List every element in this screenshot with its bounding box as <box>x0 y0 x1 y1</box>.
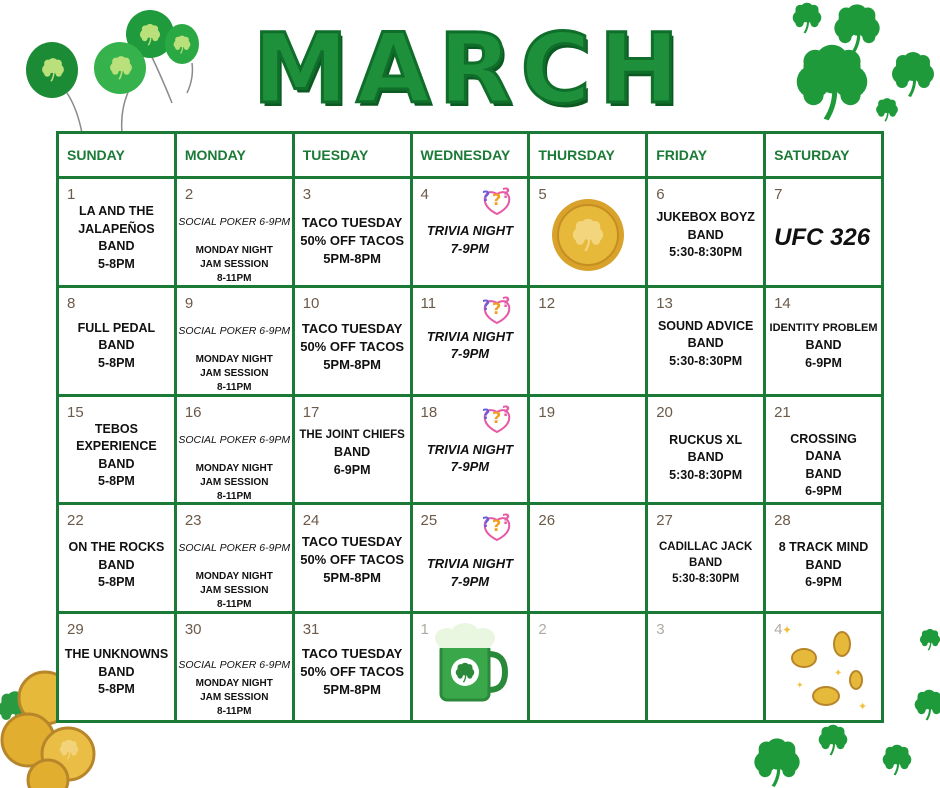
day-number: 28 <box>774 512 791 530</box>
green-beer-icon <box>433 622 509 704</box>
day-number: 3 <box>656 621 665 639</box>
day-number: 7 <box>774 186 783 203</box>
day-number: 12 <box>538 294 556 312</box>
day-cell[interactable] <box>765 613 883 722</box>
event-text: THE JOINT CHIEFS BAND 6-9PM <box>299 428 405 477</box>
day-cell[interactable] <box>529 178 647 287</box>
weekday-tuesday: TUESDAY <box>293 133 411 178</box>
svg-text:?: ? <box>502 294 511 311</box>
jam-event: MONDAY NIGHT JAM SESSION 8-11PM <box>195 678 273 718</box>
day-number: 15 <box>67 403 84 421</box>
question-bubble-icon <box>475 401 519 437</box>
day-cell[interactable] <box>293 395 411 504</box>
day-number: 1 <box>67 186 76 203</box>
svg-text:?: ? <box>492 298 502 318</box>
day-number: 29 <box>67 621 84 639</box>
event-text: TRIVIA NIGHT 7-9PM <box>426 556 514 589</box>
event-text: TEBOS EXPERIENCE BAND 5-8PM <box>76 421 157 489</box>
day-number: 4 <box>420 186 429 203</box>
svg-text:?: ? <box>482 406 491 423</box>
page-title: MARCH <box>252 13 688 125</box>
week-row <box>58 286 883 395</box>
day-cell[interactable] <box>529 395 647 504</box>
svg-text:?: ? <box>482 515 491 532</box>
day-number: 23 <box>184 512 202 530</box>
event-text: SOUND ADVICE BAND 5:30-8:30PM <box>657 318 754 368</box>
svg-text:✦: ✦ <box>796 681 804 692</box>
day-cell[interactable] <box>175 178 293 287</box>
week-row <box>58 504 883 613</box>
day-cell[interactable] <box>175 286 293 395</box>
event-text: FULL PEDAL BAND 5-8PM <box>77 320 156 370</box>
weekday-sunday: SUNDAY <box>58 133 176 178</box>
day-number: 25 <box>420 512 438 530</box>
day-number: 21 <box>774 403 791 421</box>
day-cell[interactable] <box>647 178 765 287</box>
day-cell[interactable] <box>647 504 765 613</box>
event-text: THE UNKNOWNS BAND 5-8PM <box>64 647 169 697</box>
event-text: IDENTITY PROBLEM BAND 6-9PM <box>769 321 878 370</box>
day-cell[interactable] <box>529 286 647 395</box>
event-text: CROSSING DANA BAND 6-9PM <box>790 431 857 499</box>
day-cell[interactable] <box>411 286 529 395</box>
gold-coin-icon <box>550 197 626 273</box>
weekday-monday: MONDAY <box>175 133 293 178</box>
week-row <box>58 178 883 287</box>
question-bubble-icon <box>475 509 519 545</box>
day-cell[interactable] <box>293 286 411 395</box>
svg-text:?: ? <box>492 407 502 427</box>
event-text: TRIVIA NIGHT 7-9PM <box>426 223 514 256</box>
day-cell[interactable] <box>175 613 293 722</box>
day-number: 2 <box>184 186 194 203</box>
day-cell[interactable] <box>411 613 529 722</box>
day-number: 10 <box>302 294 320 312</box>
event-text: JUKEBOX BOYZ BAND 5:30-8:30PM <box>656 210 755 259</box>
event-text: CADILLAC JACK BAND 5:30-8:30PM <box>659 541 753 586</box>
day-number: 16 <box>184 403 202 421</box>
week-row <box>58 395 883 504</box>
day-number: 4 <box>774 621 783 639</box>
shamrock-icon <box>750 720 940 788</box>
day-number: 1 <box>420 621 429 639</box>
event-text: TRIVIA NIGHT 7-9PM <box>426 441 514 475</box>
day-number: 11 <box>420 294 437 312</box>
day-number: 9 <box>184 294 194 312</box>
jam-event: MONDAY NIGHT JAM SESSION 8-11PM <box>195 571 273 611</box>
day-cell[interactable] <box>765 504 883 613</box>
day-cell[interactable] <box>293 178 411 287</box>
day-cell[interactable] <box>175 504 293 613</box>
day-cell[interactable] <box>647 613 765 722</box>
day-cell[interactable] <box>411 395 529 504</box>
day-cell[interactable] <box>411 504 529 613</box>
weekday-header-row <box>58 133 883 178</box>
day-cell[interactable] <box>293 504 411 613</box>
day-cell[interactable] <box>529 504 647 613</box>
svg-text:?: ? <box>492 516 502 536</box>
weekday-friday: FRIDAY <box>647 133 765 178</box>
day-cell[interactable] <box>765 395 883 504</box>
svg-text:✦: ✦ <box>858 700 868 714</box>
day-cell[interactable] <box>411 178 529 287</box>
day-cell[interactable] <box>58 613 176 722</box>
day-number: 20 <box>656 403 673 421</box>
day-cell[interactable] <box>765 286 883 395</box>
day-number: 30 <box>184 621 202 639</box>
coins-icon <box>776 618 876 714</box>
svg-text:?: ? <box>502 512 511 529</box>
day-number: 22 <box>67 512 84 530</box>
day-number: 17 <box>302 403 320 421</box>
day-number: 6 <box>656 186 665 203</box>
day-cell[interactable] <box>58 178 176 287</box>
day-cell[interactable] <box>765 178 883 287</box>
event-text: TACO TUESDAY 50% OFF TACOS 5PM-8PM <box>300 646 404 698</box>
svg-text:?: ? <box>492 190 502 209</box>
week-row <box>58 613 883 722</box>
jam-event: MONDAY NIGHT JAM SESSION 8-11PM <box>195 462 273 502</box>
jam-event: MONDAY NIGHT JAM SESSION 8-11PM <box>195 245 273 284</box>
day-cell[interactable] <box>58 395 176 504</box>
poker-event: SOCIAL POKER 6-9PM <box>178 433 291 446</box>
day-number: 5 <box>538 186 547 203</box>
question-bubble-icon <box>475 183 519 219</box>
svg-text:?: ? <box>482 297 491 314</box>
day-cell[interactable] <box>529 613 647 722</box>
day-cell[interactable] <box>293 613 411 722</box>
day-number: 24 <box>302 512 320 530</box>
poker-event: SOCIAL POKER 6-9PM <box>178 324 291 337</box>
poker-event: SOCIAL POKER 6-9PM <box>178 659 291 672</box>
event-text: TACO TUESDAY 50% OFF TACOS 5PM-8PM <box>300 320 404 372</box>
poker-event: SOCIAL POKER 6-9PM <box>178 216 291 228</box>
ufc-event: UFC 326 <box>774 224 871 251</box>
event-text: RUCKUS XL BAND 5:30-8:30PM <box>669 432 743 482</box>
weekday-saturday: SATURDAY <box>765 133 883 178</box>
day-cell[interactable] <box>58 504 176 613</box>
poker-event: SOCIAL POKER 6-9PM <box>178 542 291 555</box>
jam-event: MONDAY NIGHT JAM SESSION 8-11PM <box>195 353 273 393</box>
day-number: 18 <box>420 403 438 421</box>
event-text: TRIVIA NIGHT 7-9PM <box>426 328 514 362</box>
day-number: 19 <box>538 403 556 421</box>
day-cell[interactable] <box>58 286 176 395</box>
weekday-thursday: THURSDAY <box>529 133 647 178</box>
event-text: TACO TUESDAY 50% OFF TACOS 5PM-8PM <box>300 534 404 586</box>
day-cell[interactable] <box>175 395 293 504</box>
event-text: TACO TUESDAY 50% OFF TACOS 5PM-8PM <box>300 215 404 266</box>
question-bubble-icon <box>475 292 519 328</box>
svg-text:?: ? <box>502 403 511 420</box>
shamrock-icon <box>912 624 940 724</box>
day-cell[interactable] <box>647 286 765 395</box>
svg-text:✦: ✦ <box>782 623 793 638</box>
event-text: 8 TRACK MIND BAND 6-9PM <box>778 540 869 590</box>
day-number: 26 <box>538 512 556 530</box>
day-number: 14 <box>774 294 791 312</box>
event-text: ON THE ROCKS BAND 5-8PM <box>68 540 165 590</box>
day-cell[interactable] <box>647 395 765 504</box>
day-number: 27 <box>656 512 673 530</box>
day-number: 2 <box>538 621 547 639</box>
svg-text:✦: ✦ <box>834 668 843 680</box>
day-number: 8 <box>67 294 76 312</box>
weekday-wednesday: WEDNESDAY <box>411 133 529 178</box>
svg-text:?: ? <box>482 189 491 205</box>
day-number: 3 <box>302 186 312 203</box>
calendar <box>56 131 884 723</box>
svg-text:?: ? <box>502 186 511 202</box>
event-text: LA AND THE JALAPEÑOS BAND 5-8PM <box>78 204 155 271</box>
day-number: 31 <box>302 621 320 639</box>
day-number: 13 <box>656 294 673 312</box>
